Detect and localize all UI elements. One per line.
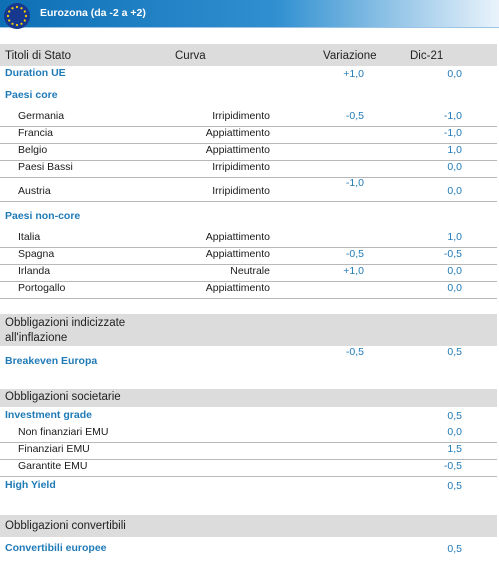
core-label: Paesi core [5, 89, 58, 101]
high-yield-label: High Yield [5, 479, 56, 491]
breakeven-variazione: -0,5 [345, 346, 364, 358]
inflazione-title-line1: Obbligazioni indicizzate [5, 317, 126, 329]
variazione-value: -1,0 [345, 177, 364, 189]
breakeven-dic: 0,5 [447, 346, 462, 358]
table-row [0, 247, 497, 265]
dic-value: 0,0 [447, 185, 462, 197]
variazione-value: +1,0 [343, 265, 364, 277]
dic-value: -1,0 [443, 110, 462, 122]
convertibili-title: Obbligazioni convertibili [5, 520, 126, 532]
country-name: Paesi Bassi [18, 161, 73, 173]
col-curva: Curva [175, 50, 206, 62]
dic-value: 1,0 [447, 144, 462, 156]
table-row [0, 442, 497, 460]
country-name: Germania [18, 110, 65, 122]
inflazione-title-line2: all'inflazione [5, 332, 68, 344]
country-name: Irlanda [18, 265, 51, 277]
country-name: Spagna [18, 248, 55, 260]
convertibili-label: Convertibili europee [5, 542, 107, 554]
curva-value: Appiattimento [205, 248, 270, 260]
curva-value: Irripidimento [212, 161, 270, 173]
country-name: Austria [18, 185, 51, 197]
col-titoli-di-stato: Titoli di Stato [5, 50, 72, 62]
table-row [0, 425, 497, 443]
dic-value: 0,0 [447, 161, 462, 173]
duration-dic: 0,0 [447, 68, 462, 80]
col-variazione: Variazione [323, 50, 377, 62]
table-row [0, 109, 497, 127]
curva-value: Irripidimento [212, 185, 270, 197]
table-row [0, 230, 497, 248]
high-yield-dic: 0,5 [447, 480, 462, 492]
dic-value: 1,0 [447, 231, 462, 243]
country-name: Portogallo [18, 282, 66, 294]
section-title: Eurozona (da -2 a +2) [40, 7, 146, 19]
col-dic-21: Dic-21 [410, 50, 444, 62]
country-name: Francia [18, 127, 54, 139]
curva-value: Irripidimento [212, 110, 270, 122]
header-divider [0, 27, 499, 28]
variazione-value: -0,5 [345, 110, 364, 122]
curva-value: Appiattimento [205, 144, 270, 156]
variazione-value: -0,5 [345, 248, 364, 260]
dic-value: -0,5 [443, 248, 462, 260]
dic-value: -1,0 [443, 127, 462, 139]
dic-value: 0,0 [447, 426, 462, 438]
curva-value: Appiattimento [205, 127, 270, 139]
investment-grade-dic: 0,5 [447, 410, 462, 422]
dic-value: 0,0 [447, 265, 462, 277]
table-row [0, 143, 497, 161]
convertibili-dic: 0,5 [447, 543, 462, 555]
country-name: Italia [18, 231, 41, 243]
duration-label: Duration UE [5, 67, 66, 79]
sector-name: Non finanziari EMU [18, 426, 109, 438]
dic-value: -0,5 [443, 460, 462, 472]
table-row [0, 281, 497, 299]
curva-value: Appiattimento [205, 282, 270, 294]
duration-variazione: +1,0 [343, 68, 364, 80]
table-row [0, 160, 497, 178]
noncore-label: Paesi non-core [5, 210, 81, 222]
table-row [0, 264, 497, 282]
table-row [0, 177, 497, 202]
investment-grade-label: Investment grade [5, 409, 92, 421]
table-row [0, 126, 497, 144]
curva-value: Appiattimento [205, 231, 270, 243]
eu-flag-icon [3, 2, 31, 30]
table-row [0, 459, 497, 477]
dic-value: 1,5 [447, 443, 462, 455]
country-name: Belgio [18, 144, 48, 156]
sector-name: Garantite EMU [18, 460, 88, 472]
curva-value: Neutrale [230, 265, 270, 277]
societarie-title: Obbligazioni societarie [5, 391, 121, 403]
sector-name: Finanziari EMU [18, 443, 90, 455]
dic-value: 0,0 [447, 282, 462, 294]
breakeven-label: Breakeven Europa [5, 355, 98, 367]
